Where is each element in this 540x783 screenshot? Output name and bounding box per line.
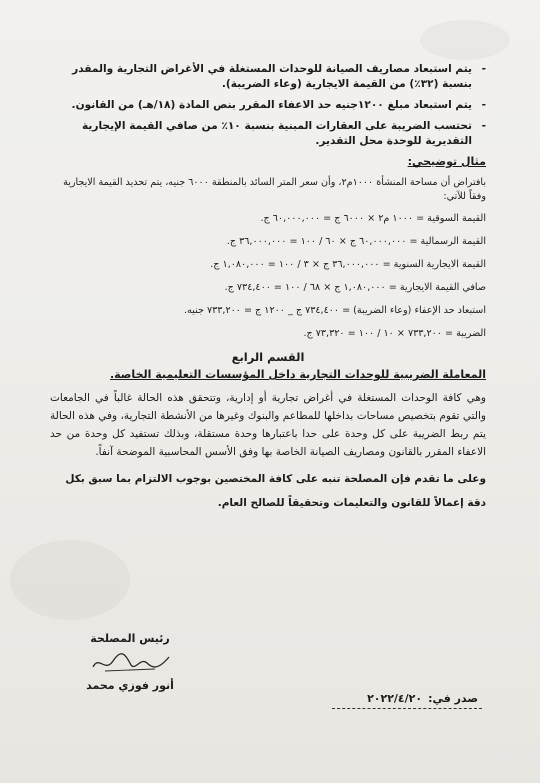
- issue-date-value: ٢٠٢٢/٤/٢٠: [367, 692, 423, 705]
- document-body: [50, 62, 486, 515]
- handwritten-signature: [85, 647, 175, 677]
- signatory-name: أنور فوزي محمد: [86, 679, 174, 692]
- rule-tax-rate: - تحتسب الضريبة على العقارات المبنية بنسبة ١٠٪ من صافي القيمة الإيجارية التقديرية للوحدة محل التقدير.: [50, 119, 486, 149]
- section-paragraph: وهي كافة الوحدات المستغلة في أغراض تجارية أو إدارية، وتتحقق هذه الحالة غالباً في الجامعات والتي تقوم بتخصيص مساحات بداخلها للمطاعم والبنوك وغيرها من الأنشطة التجارية، وفي هذه الحالة يتم ربط الضريبة على كل وحدة على حدا باعتبارها وحدة مستقلة، وبذلك تستفيد كل وحدة من حد الاعفاء المقرر بالقانون ومصاريف الصيانة الخاصة بها وفق الأسس المحاسبية الموضحة آنفاً.: [50, 392, 486, 458]
- calc-market-value: القيمة السوقية = ١٠٠٠ م٢ × ٦٠٠٠ ج = ٦٠,٠٠٠,٠٠٠ ج.: [260, 213, 486, 224]
- calc-exemption: استبعاد حد الإعفاء (وعاء الضريبة) = ٧٣٤,٤٠٠ ج _ ١٢٠٠ ج = ٧٣٣,٢٠٠ جنيه.: [183, 305, 486, 316]
- calc-annual-rent: القيمة الايجارية السنوية = ٣٦,٠٠٠,٠٠٠ ج × ٣ / ١٠٠ = ١,٠٨٠,٠٠٠ ج.: [210, 259, 486, 270]
- section-title: القسم الرابع: [231, 350, 305, 364]
- issue-underline: [332, 708, 482, 709]
- section-subtitle: المعاملة الضريبية للوحدات التجارية داخل المؤسسات التعليمية الخاصة.: [109, 368, 486, 381]
- closing-statement: وعلى ما تقدم فإن المصلحة تنبه على كافة المختصين بوجوب الالتزام بما سبق بكل دقة إعمالاً للقانون والتعليمات وتحقيقاً للصالح العام.: [65, 473, 486, 509]
- calc-capital-value: القيمة الرسمالية = ٦٠,٠٠٠,٠٠٠ ج × ٦٠ / ١٠٠ = ٣٦,٠٠٠,٠٠٠ ج.: [226, 236, 486, 247]
- rule-exemption: - يتم استبعاد مبلغ ١٢٠٠جنيه حد الاعفاء المقرر بنص المادة (١٨/هـ) من القانون.: [50, 98, 486, 113]
- calc-tax: الضريبة = ٧٣٣,٢٠٠ × ١٠ / ١٠٠ = ٧٣,٣٢٠ ج.: [303, 328, 486, 339]
- example-heading: مثال توضيحي:: [407, 155, 486, 168]
- paper-stain: [10, 540, 130, 620]
- paper-stain: [420, 20, 510, 60]
- signatory-title: رئيس المصلحة: [90, 632, 170, 645]
- example-intro: بافتراض أن مساحة المنشأة ١٠٠٠م٢، وأن سعر المتر السائد بالمنطقة ٦٠٠٠ جنيه، يتم تحديد القيمة الايجارية وفقاً للآتي:: [63, 177, 486, 202]
- signature-block: [60, 632, 200, 692]
- issue-date: [367, 692, 478, 705]
- rule-maintenance: - يتم استبعاد مصاريف الصيانة للوحدات المستغلة في الأغراض التجارية والمقدر بنسبة (٣٢٪) من القيمة الايجارية (وعاء الضريبة).: [50, 62, 486, 92]
- calculation-list: [50, 212, 486, 341]
- issue-label: صدر في:: [428, 692, 478, 705]
- calc-net-rent: صافي القيمة الايجارية = ١,٠٨٠,٠٠٠ ج × ٦٨ / ١٠٠ = ٧٣٤,٤٠٠ ج.: [224, 282, 486, 293]
- rules-list: [50, 62, 486, 149]
